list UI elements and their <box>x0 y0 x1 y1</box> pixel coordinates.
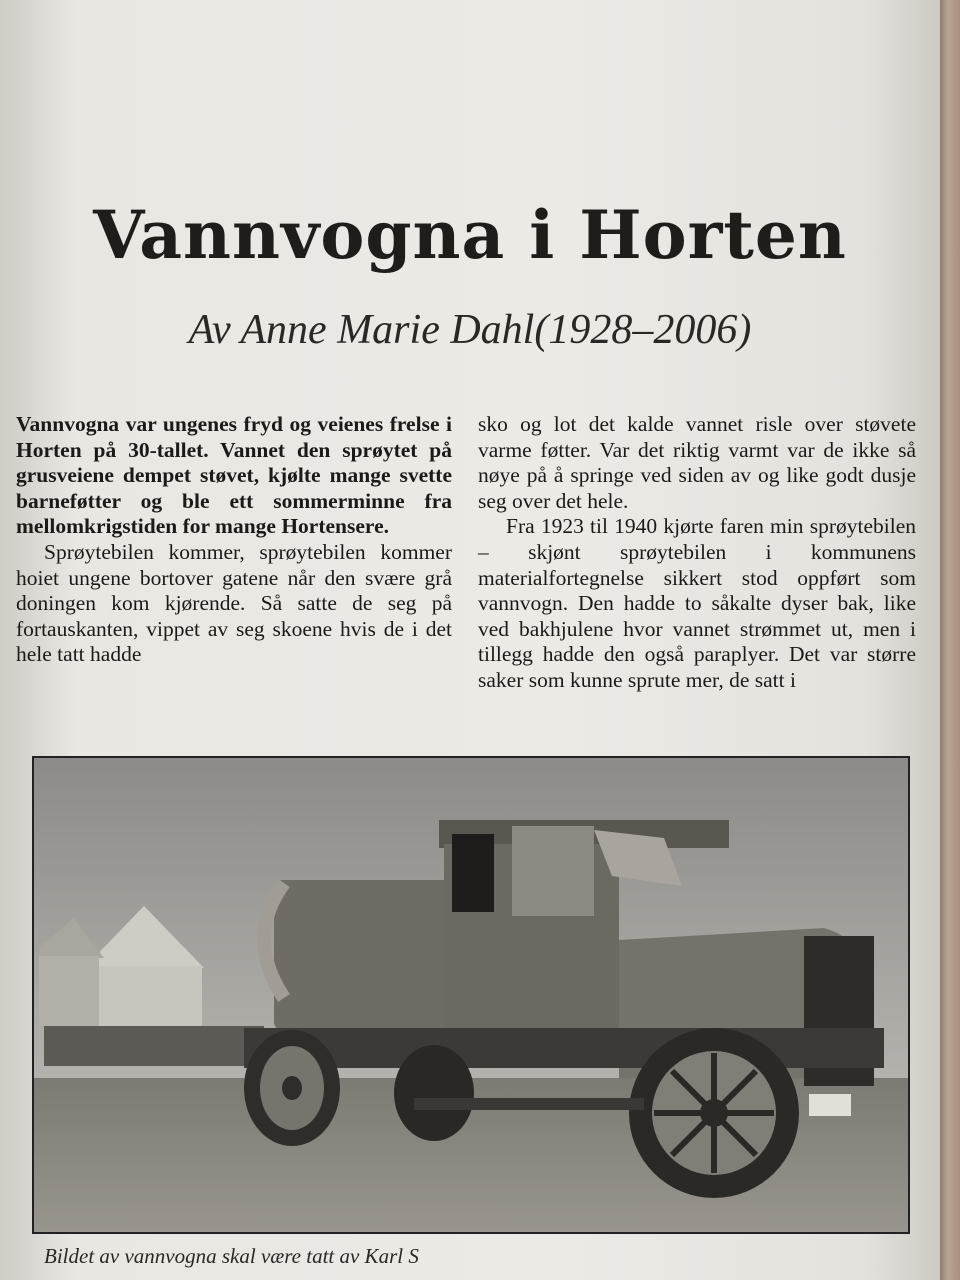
article-byline: Av Anne Marie Dahl(1928–2006) <box>188 307 752 353</box>
front-wheel <box>629 1028 799 1198</box>
truck-photo <box>32 756 910 1234</box>
article-lead: Vannvogna var ungenes fryd og veienes frelse i Horten på 30-tallet. Vannet den sprøytet på grusveiene dempet støvet, kjølte mange svette barneføtter og ble ett sommerminne fra mellomkrigstiden for mange Hortensere. <box>16 412 452 539</box>
rear-wheel <box>244 1030 340 1146</box>
text-column-left <box>16 412 452 668</box>
text-column-right <box>478 412 916 694</box>
article-title: Vannvogna i Horten <box>93 196 847 274</box>
water-truck-illustration <box>34 758 908 1232</box>
book-page-edge <box>940 0 960 1280</box>
paragraph-2: Fra 1923 til 1940 kjørte faren min sprøytebilen – skjønt sprøytebilen i kommunens materialfortegnelse sikkert stod oppført som vannvogn. Den hadde to såkalte dyser bak, like ved bakhjulene hvor vannet strømmet ut, men i tillegg hadde den også paraplyer. Det var større saker som kunne sprute mer, de satt i <box>478 514 916 692</box>
mid-wheel <box>394 1045 474 1141</box>
photo-caption: Bildet av vannvogna skal være tatt av Karl S <box>44 1244 419 1268</box>
paragraph-1-continued: sko og lot det kalde vannet risle over støvete varme føtter. Var det riktig varmt var de ikke så nøye på å springe ved siden av og like godt dusje seg over det hele. <box>478 412 916 513</box>
paragraph-1: Sprøytebilen kommer, sprøytebilen kommer hoiet ungene bortover gatene når den svære grå doningen kom kjørende. Så satte de seg på fortauskanten, vippet av seg skoene hvis de i det hele tatt hadde <box>16 539 452 667</box>
